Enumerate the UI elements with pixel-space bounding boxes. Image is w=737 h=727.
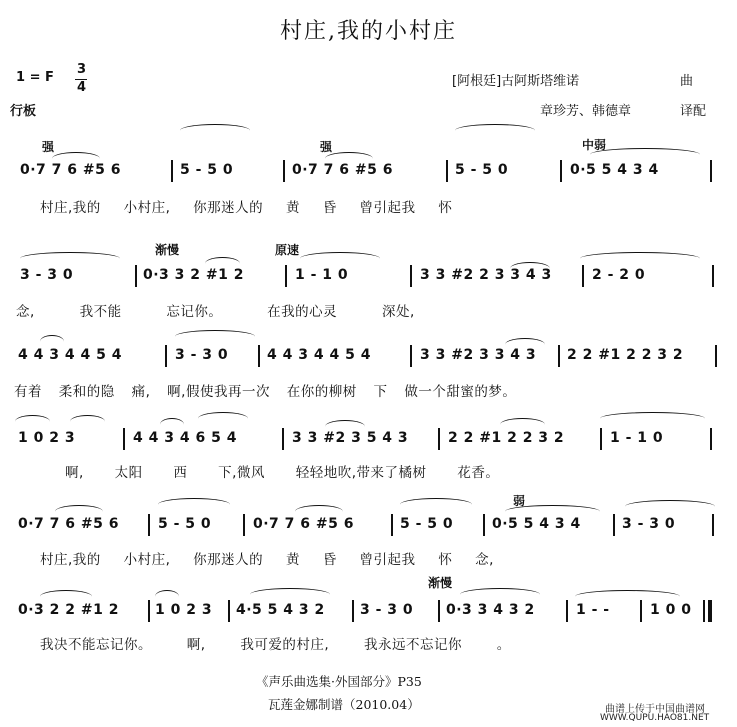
measure-notes: 3 3 #2 3 3 4 3 [420,347,537,363]
measure-notes: 1 0 0 [650,602,692,618]
dynamic-mark: 强 [42,140,55,154]
lyric-line: 我决不能忘记你。 啊, 我可爱的村庄, 我永远不忘记你 。 [40,637,511,653]
measure-notes: 3 3 #2 3 5 4 3 [292,430,409,446]
measure-notes: 1 - 1 0 [295,267,349,283]
time-signature-bottom: 4 [77,80,87,95]
bar-line [710,160,712,182]
tempo-change-mark: 渐慢 [155,243,180,257]
measure-notes: 2 - 2 0 [592,267,646,283]
bar-line [148,514,150,536]
tempo-marking: 行板 [10,104,37,119]
bar-line [171,160,173,182]
bar-line [640,600,642,622]
dynamic-mark: 中弱 [582,138,607,152]
measure-notes: 5 - 5 0 [400,516,454,532]
bar-line [710,428,712,450]
bar-line [712,265,714,287]
measure-notes: 0·3 2 2 #1 2 [18,602,119,618]
slur [455,124,535,137]
bar-line [282,428,284,450]
bar-line [352,600,354,622]
slur [158,498,230,511]
measure-notes: 0·7 7 6 #5 6 [253,516,354,532]
bar-line [446,160,448,182]
measure-notes: 0·5 5 4 3 4 [570,162,659,178]
slur [70,415,105,428]
measure-notes: 3 - 3 0 [360,602,414,618]
bar-line [135,265,137,287]
measure-notes: 4 4 3 4 4 5 4 [267,347,371,363]
measure-notes: 5 - 5 0 [455,162,509,178]
slur [460,588,540,601]
final-bar-line-thick [708,600,712,622]
measure-notes: 0·3 3 2 #1 2 [143,267,244,283]
measure-notes: 5 - 5 0 [180,162,234,178]
bar-line [560,160,562,182]
slur [625,500,715,513]
measure-notes: 3 - 3 0 [622,516,676,532]
bar-line [483,514,485,536]
slur [580,252,700,265]
bar-line [438,600,440,622]
arranger-role: 译配 [680,104,707,119]
lyric-line: 有着 柔和的隐 痛, 啊,假使我再一次 在你的柳树 下 做一个甜蜜的梦。 [14,384,517,400]
slur [198,412,248,425]
song-title: 村庄,我的小村庄 [280,19,457,44]
slur [300,252,380,265]
measure-notes: 2 2 #1 2 2 3 2 [448,430,565,446]
lyric-line: 村庄,我的 小村庄, 你那迷人的 黄 昏 曾引起我 怀 念, [40,552,494,568]
bar-line [582,265,584,287]
measure-notes: 4 4 3 4 4 5 4 [18,347,122,363]
slur [590,148,700,161]
measure-notes: 1 0 2 3 [155,602,213,618]
bar-line [566,600,568,622]
slur [600,412,705,425]
bar-line [165,345,167,367]
watermark-text: 曲谱上传于中国曲谱网 [605,704,705,715]
lyric-line: 村庄,我的 小村庄, 你那迷人的 黄 昏 曾引起我 怀 [40,200,453,216]
measure-notes: 2 2 #1 2 2 3 2 [567,347,684,363]
bar-line [148,600,150,622]
composer-role: 曲 [680,74,694,89]
lyric-line: 啊, 太阳 西 下,微风 轻轻地吹,带来了橘树 花香。 [65,465,500,481]
bar-line [438,428,440,450]
slur [250,588,330,601]
dynamic-mark: 强 [320,140,333,154]
tempo-change-mark: 渐慢 [428,576,453,590]
watermark-url: WWW.QUPU.HAO81.NET [600,713,710,723]
bar-line [600,428,602,450]
measure-notes: 1 0 2 3 [18,430,76,446]
measure-notes: 0·5 5 4 3 4 [492,516,581,532]
measure-notes: 0·7 7 6 #5 6 [18,516,119,532]
bar-line [712,514,714,536]
transcriber-credit: 瓦莲金娜制谱（2010.04） [268,697,420,712]
lyric-line: 念, 我不能 忘记你。 在我的心灵 深处, [16,304,415,320]
bar-line [410,345,412,367]
slur [20,252,120,265]
bar-line [558,345,560,367]
slur [180,124,250,137]
slur [400,498,472,511]
dynamic-mark: 弱 [513,494,526,508]
bar-line [715,345,717,367]
composer: [阿根廷]古阿斯塔维诺 [452,74,580,89]
time-signature-top: 3 [77,62,87,77]
measure-notes: 1 - - [576,602,610,618]
measure-notes: 5 - 5 0 [158,516,212,532]
bar-line [285,265,287,287]
bar-line [258,345,260,367]
slur [15,415,50,428]
final-bar-line-thin [703,600,705,622]
bar-line [391,514,393,536]
source-citation: 《声乐曲选集·外国部分》P35 [256,674,422,689]
bar-line [123,428,125,450]
measure-notes: 4 4 3 4 6 5 4 [133,430,237,446]
measure-notes: 0·7 7 6 #5 6 [20,162,121,178]
bar-line [243,514,245,536]
measure-notes: 0·3 3 4 3 2 [446,602,535,618]
arranger: 章珍芳、韩德章 [540,104,632,119]
measure-notes: 3 - 3 0 [20,267,74,283]
bar-line [228,600,230,622]
measure-notes: 4·5 5 4 3 2 [236,602,325,618]
bar-line [613,514,615,536]
bar-line [410,265,412,287]
tempo-change-mark: 原速 [275,243,300,257]
measure-notes: 0·7 7 6 #5 6 [292,162,393,178]
measure-notes: 1 - 1 0 [610,430,664,446]
measure-notes: 3 - 3 0 [175,347,229,363]
bar-line [283,160,285,182]
key-signature: 1 = F [16,70,54,85]
slur [175,330,255,343]
measure-notes: 3 3 #2 2 3 3 4 3 [420,267,552,283]
